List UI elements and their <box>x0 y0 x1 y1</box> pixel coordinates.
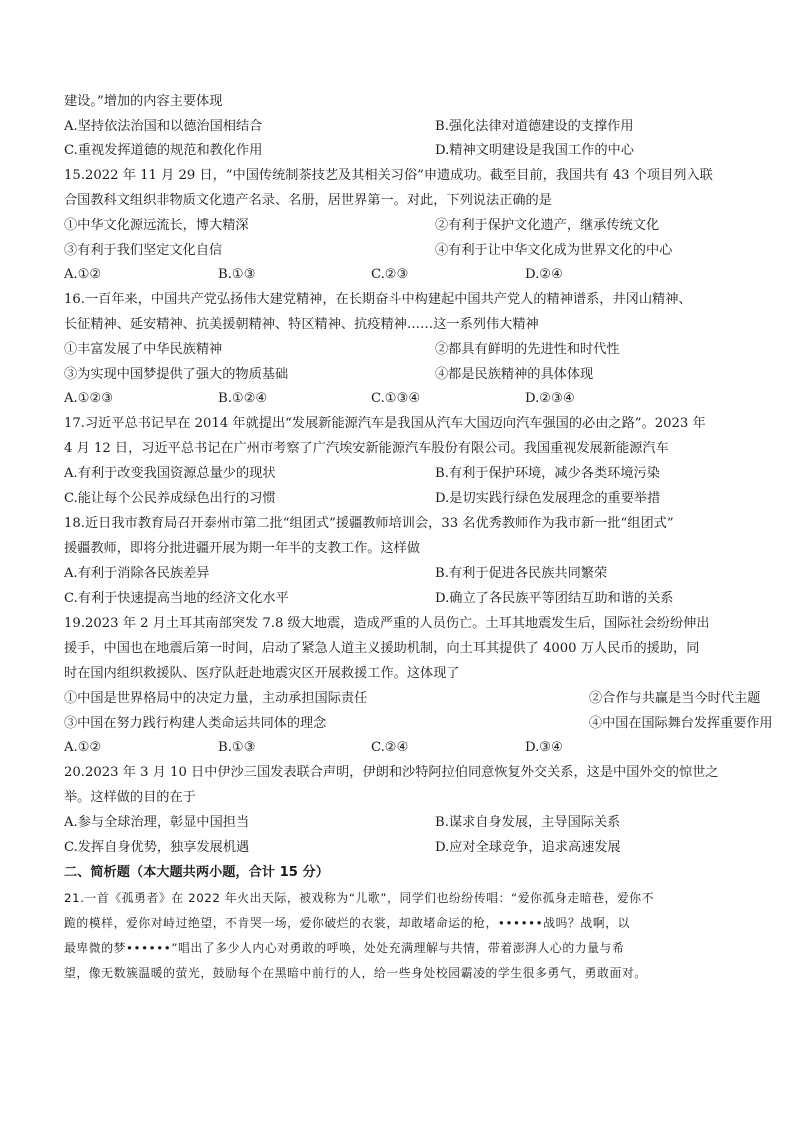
q18-option-a: A.有利于消除各民族差异 <box>64 566 210 581</box>
q18-stem-line-2: 援疆教师，即将分批进疆开展为期一年半的支教工作。这样做 <box>64 541 421 556</box>
q16-statement-4: ④都是民族精神的具体体现 <box>435 367 594 382</box>
q16-option-a: A.①②③ <box>64 391 114 406</box>
q14-option-b: B.强化法律对道德建设的支撑作用 <box>435 119 634 134</box>
q15-stem-line-1: 15.2022 年 11 月 29 日，“中国传统制茶技艺及其相关习俗”申遗成功。截至目前，我国共有 43 个项目列入联 <box>64 168 713 183</box>
q15-statements-row-2 <box>64 242 673 260</box>
q20-option-b: B.谋求自身发展，主导国际关系 <box>435 815 621 830</box>
q20-stem-line-2: 举。这样做的目的在于 <box>64 790 196 805</box>
q14-options-row-1 <box>64 118 634 136</box>
q19-statement-1: ①中国是世界格局中的决定力量，主动承担国际责任 <box>64 691 368 706</box>
q21-line-2: 跪的模样，爱你对峙过绝望，不肯哭一场，爱你破烂的衣裳，却敢堵命运的枪，••••••战吗？战啊，以 <box>64 916 631 930</box>
q16-options <box>64 390 575 408</box>
q17-options-row-2 <box>64 490 661 508</box>
q18-stem-line-1: 18.近日我市教育局召开泰州市第二批“组团式”援疆教师培训会，33 名优秀教师作为我市新一批“组团式” <box>64 516 674 531</box>
q18-option-b: B.有利于促进各民族共同繁荣 <box>435 566 608 581</box>
q17-option-c: C.能让每个公民养成绿色出行的习惯 <box>64 491 276 506</box>
q18-option-c: C.有利于快速提高当地的经济文化水平 <box>64 591 289 606</box>
q14-stem-continuation: 建设。”增加的内容主要体现 <box>64 94 223 109</box>
q19-statement-2: ②合作与共赢是当今时代主题 <box>589 691 761 706</box>
q20-option-a: A.参与全球治理，彰显中国担当 <box>64 815 250 830</box>
q16-statement-1: ①丰富发展了中华民族精神 <box>64 342 223 357</box>
q14-option-c: C.重视发挥道德的规范和教化作用 <box>64 143 263 158</box>
q21-line-4: 望，像无数簇温暖的萤光，鼓励每个在黑暗中前行的人，给一些身处校园霸凌的学生很多勇气，勇敢面对。 <box>64 966 647 980</box>
q14-option-a: A.坚持依法治国和以德治国相结合 <box>64 119 263 134</box>
q16-statements-row-1 <box>64 341 620 359</box>
q17-stem-line-1: 17.习近平总书记早在 2014 年就提出“发展新能源汽车是我国从汽车大国迈向汽车强国的必由之路”。2023 年 <box>64 416 706 431</box>
q19-option-c: C.②④ <box>371 740 409 755</box>
q14-options-row-2 <box>64 142 634 160</box>
q19-statement-3: ③中国在努力践行构建人类命运共同体的理念 <box>64 716 327 731</box>
q17-options-row-1 <box>64 465 660 483</box>
q19-stem-line-1: 19.2023 年 2 月土耳其南部突发 7.8 级大地震，造成严重的人员伤亡。土耳其地震发生后，国际社会纷纷伸出 <box>64 616 710 631</box>
q15-statement-2: ②有利于保护文化遗产，继承传统文化 <box>435 218 660 233</box>
q19-statements-row-1 <box>64 690 761 708</box>
q16-option-b: B.①②④ <box>218 391 268 406</box>
section-2-heading: 二、简析题（本大题共两小题，合计 15 分） <box>64 865 329 880</box>
q21-line-1: 21.一首《孤勇者》在 2022 年火出天际，被戏称为“儿歌”，同学们也纷纷传唱：“爱你孤身走暗巷，爱你不 <box>64 891 655 905</box>
q15-statement-4: ④有利于让中华文化成为世界文化的中心 <box>435 243 673 258</box>
q16-statements-row-2 <box>64 366 594 384</box>
q16-stem-line-1: 16.一百年来，中国共产党弘扬伟大建党精神，在长期奋斗中构建起中国共产党人的精神谱系，井冈山精神、 <box>64 292 692 307</box>
q16-statement-3: ③为实现中国梦提供了强大的物质基础 <box>64 367 289 382</box>
q15-statements-row-1 <box>64 217 660 235</box>
q15-statement-3: ③有利于我们坚定文化自信 <box>64 243 223 258</box>
q20-options-row-1 <box>64 814 621 832</box>
q17-option-a: A.有利于改变我国资源总量少的现状 <box>64 466 276 481</box>
q16-statement-2: ②都具有鲜明的先进性和时代性 <box>435 342 620 357</box>
q15-stem-line-2: 合国教科文组织非物质文化遗产名录、名册，居世界第一。对此，下列说法正确的是 <box>64 193 552 208</box>
q20-option-d: D.应对全球竞争，追求高速发展 <box>435 840 621 855</box>
q20-stem-line-1: 20.2023 年 3 月 10 日中伊沙三国发表联合声明，伊朗和沙特阿拉伯同意恢复外交关系，这是中国外交的惊世之 <box>64 765 719 780</box>
q19-option-a: A.①② <box>64 740 102 755</box>
q21-line-3: 最卑微的梦••••••”唱出了多少人内心对勇敢的呼唤，处处充满理解与共情，带着澎湃人心的力量与希 <box>64 941 625 955</box>
q16-stem-line-2: 长征精神、延安精神、抗美援朝精神、特区精神、抗疫精神……这一系列伟大精神 <box>64 317 539 332</box>
q20-options-row-2 <box>64 839 621 857</box>
q17-option-d: D.是切实践行绿色发展理念的重要举措 <box>435 491 661 506</box>
q17-stem-line-2: 4 月 12 日，习近平总书记在广州市考察了广汽埃安新能源汽车股份有限公司。我国重视发展新能源汽车 <box>64 441 669 456</box>
q19-statement-4: ④中国在国际舞台发挥重要作用 <box>589 716 773 731</box>
q18-options-row-2 <box>64 590 674 608</box>
q19-stem-line-3: 时在国内组织救援队、医疗队赶赴地震灾区开展救援工作。这体现了 <box>64 666 460 681</box>
q15-options <box>64 266 563 284</box>
q16-option-c: C.①③④ <box>371 391 421 406</box>
q14-option-d: D.精神文明建设是我国工作的中心 <box>435 143 634 158</box>
q17-option-b: B.有利于保护环境，减少各类环境污染 <box>435 466 660 481</box>
q20-option-c: C.发挥自身优势，独享发展机遇 <box>64 840 250 855</box>
q19-stem-line-2: 援手，中国也在地震后第一时间，启动了紧急人道主义援助机制，向土耳其提供了 4000 万人民币的援助，同 <box>64 641 700 656</box>
q18-options-row-1 <box>64 565 608 583</box>
q16-option-d: D.②③④ <box>525 391 575 406</box>
q15-option-c: C.②③ <box>371 267 409 282</box>
q15-option-d: D.②④ <box>525 267 563 282</box>
q15-statement-1: ①中华文化源远流长，博大精深 <box>64 218 249 233</box>
q15-option-b: B.①③ <box>218 267 256 282</box>
q19-option-b: B.①③ <box>218 740 256 755</box>
q18-option-d: D.确立了各民族平等团结互助和谐的关系 <box>435 591 674 606</box>
q19-options <box>64 739 563 757</box>
q19-statements-row-2 <box>64 715 773 733</box>
q15-option-a: A.①② <box>64 267 102 282</box>
q19-option-d: D.③④ <box>525 740 563 755</box>
